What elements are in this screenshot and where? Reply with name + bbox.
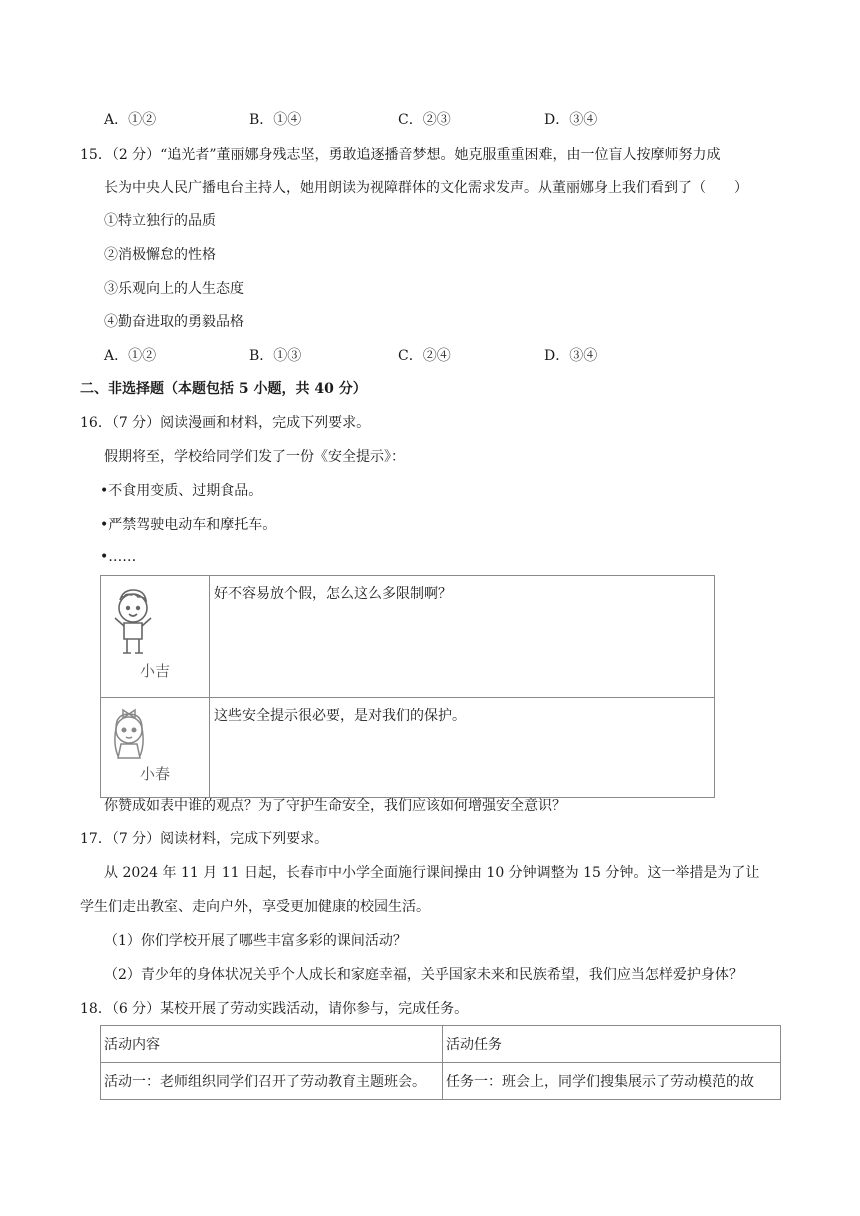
table-row xyxy=(101,698,715,798)
q16-intro: 假期将至，学校给同学们发了一份《安全提示》： xyxy=(104,449,405,465)
q14-option-c: C．②③ xyxy=(398,112,451,128)
table-row xyxy=(101,576,715,698)
speech-cell-xiaoji xyxy=(210,576,715,698)
q16-bullet-1: •不食用变质、过期食品。 xyxy=(100,483,263,499)
q15-option-b: B．①③ xyxy=(249,348,302,364)
q14-option-d: D．③④ xyxy=(544,112,598,128)
speech-text-xiaoji: 好不容易放个假，怎么这么多限制啊？ xyxy=(214,586,452,602)
speech-text-xiaochun: 这些安全提示很必要，是对我们的保护。 xyxy=(214,708,466,724)
q18-activity-table xyxy=(100,1025,781,1100)
table-header-row xyxy=(101,1026,781,1063)
table-header-content: 活动内容 xyxy=(101,1026,443,1063)
q14-option-a: A．①② xyxy=(104,112,157,128)
q15-item-2: ②消极懈怠的性格 xyxy=(104,247,216,263)
table-row xyxy=(101,1063,781,1100)
q16-bullet-2: •严禁驾驶电动车和摩托车。 xyxy=(100,517,277,533)
q16-question: 你赞成如表中谁的观点？为了守护生命安全，我们应该如何增强安全意识？ xyxy=(104,798,566,814)
activity-1-task: 任务一：班会上，同学们搜集展示了劳动模范的故 xyxy=(443,1063,781,1100)
q16-dialogue-table xyxy=(100,575,715,798)
q15-item-4: ④勤奋进取的勇毅品格 xyxy=(104,314,244,330)
activity-1-content: 活动一：老师组织同学们召开了劳动教育主题班会。 xyxy=(101,1063,443,1100)
avatar-cell-xiaochun xyxy=(101,698,210,798)
avatar-name-xiaochun: 小春 xyxy=(139,765,170,783)
q17-stem: 17．（7 分）阅读材料，完成下列要求。 xyxy=(80,831,329,847)
avatar-cell-xiaoji xyxy=(101,576,210,698)
q15-option-a: A．①② xyxy=(104,348,157,364)
q17-material-line1: 从 2024 年 11 月 11 日起，长春市中小学全面施行课间操由 10 分钟调整为 15 分钟。这一举措是为了让 xyxy=(104,865,760,881)
q15-stem-line2: 长为中央人民广播电台主持人，她用朗读为视障群体的文化需求发声。从董丽娜身上我们看到了（ ） xyxy=(104,180,748,196)
table-header-task: 活动任务 xyxy=(443,1026,781,1063)
section-heading: 二、非选择题（本题包括 5 小题，共 40 分） xyxy=(80,381,367,397)
q14-option-b: B．①④ xyxy=(249,112,302,128)
q15-option-d: D．③④ xyxy=(544,348,598,364)
q15-item-1: ①特立独行的品质 xyxy=(104,213,216,229)
speech-cell-xiaochun xyxy=(210,698,715,798)
avatar-name-xiaoji: 小吉 xyxy=(139,662,170,680)
q17-subquestion-2: （2）青少年的身体状况关乎个人成长和家庭幸福，关乎国家未来和民族希望，我们应当怎样爱护身体？ xyxy=(104,967,743,983)
q16-bullet-3: •…… xyxy=(100,549,137,565)
q16-stem: 16．（7 分）阅读漫画和材料，完成下列要求。 xyxy=(80,415,371,431)
q17-subquestion-1: （1）你们学校开展了哪些丰富多彩的课间活动？ xyxy=(104,933,407,949)
q17-material-line2: 学生们走出教室、走向户外，享受更加健康的校园生活。 xyxy=(80,899,430,915)
q18-stem: 18．（6 分）某校开展了劳动实践活动，请你参与，完成任务。 xyxy=(80,1001,469,1017)
q15-item-3: ③乐观向上的人生态度 xyxy=(104,281,244,297)
q15-option-c: C．②④ xyxy=(398,348,451,364)
q15-stem-line1: 15．（2 分）“追光者”董丽娜身残志坚，勇敢追逐播音梦想。她克服重重困难，由一位盲人按摩师努力成 xyxy=(80,147,721,163)
